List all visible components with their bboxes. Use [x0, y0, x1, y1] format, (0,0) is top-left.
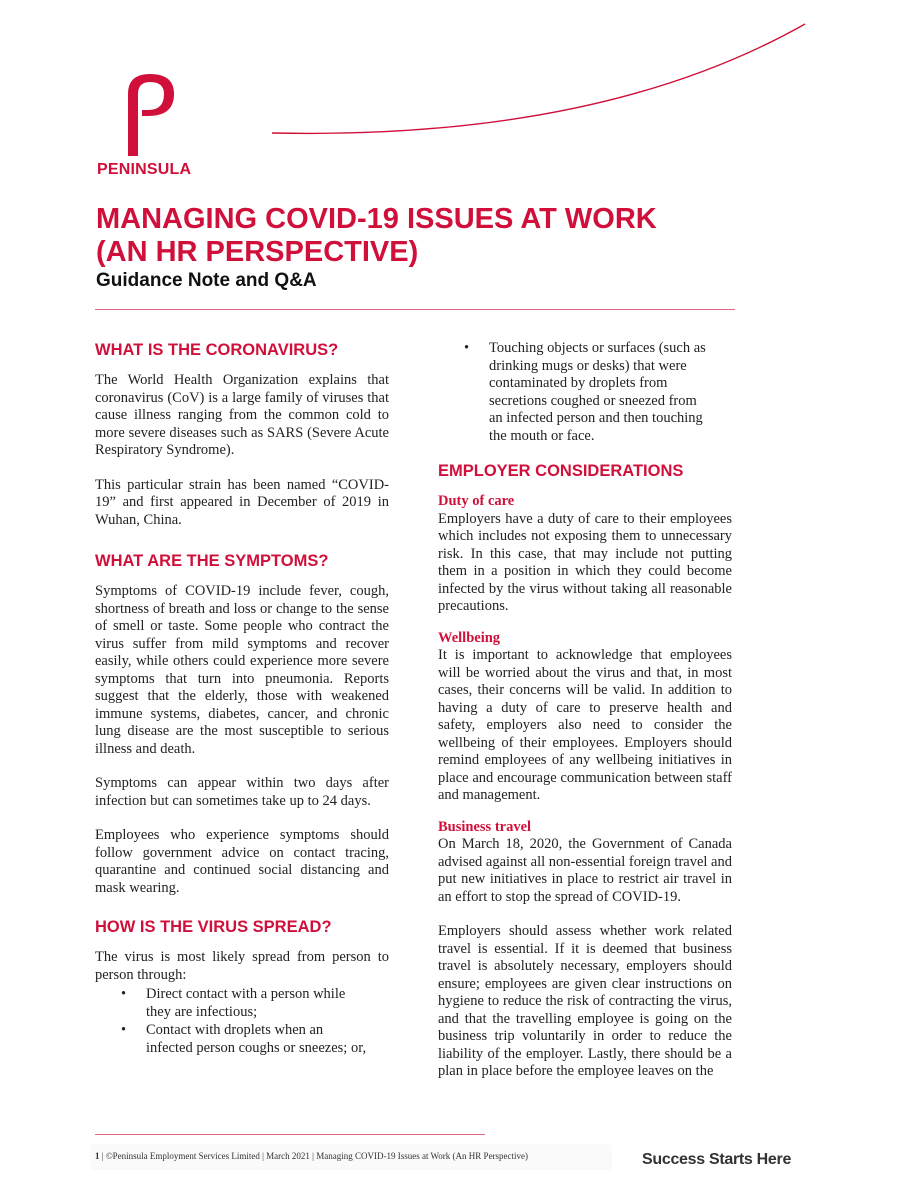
subheading-duty-of-care: Duty of care: [438, 493, 515, 509]
header-divider: [95, 309, 735, 310]
footer-copyright: ©Peninsula Employment Services Limited | March 2021 | Managing COVID-19 Issues at Work (An HR Perspective): [105, 1151, 529, 1161]
section-heading-coronavirus: WHAT IS THE CORONAVIRUS?: [95, 341, 339, 359]
bullet-list: [95, 986, 389, 1057]
peninsula-logo-icon: [118, 72, 180, 156]
list-item: • Contact with droplets when an infected person coughs or sneezes; or,: [121, 1022, 367, 1056]
paragraph: Employees who experience symptoms should follow government advice on contact tracing, quarantine and continued social distancing and mask wearing.: [95, 827, 389, 896]
section-heading-symptoms: WHAT ARE THE SYMPTOMS?: [95, 552, 329, 570]
subheading-wellbeing: Wellbeing: [438, 629, 501, 646]
list-item: • Touching objects or surfaces (such as drinking mugs or desks) that were contaminated by droplets from secretions coughed or sneezed from an infected person and then touching the mouth or face.: [464, 340, 706, 444]
footer-text: 1 | ©Peninsula Employment Services Limited | March 2021 | Managing COVID-19 Issues at Work (An HR Perspective): [95, 1151, 529, 1161]
paragraph: Symptoms of COVID-19 include fever, cough, shortness of breath and loss or change to the sense of smell or taste. Some people who contract the virus suffer from mild symptoms and recover easily, while others could experience more severe symptoms that turn into pneumonia. Reports suggest that the elderly, those with weakened immune systems, diabetes, cancer, and chronic lung disease are the most susceptible to serious illness and death.: [95, 583, 389, 757]
bullet-icon: •: [121, 986, 127, 1002]
paragraph: The World Health Organization explains that coronavirus (CoV) is a large family of viruses that cause illness ranging from the common cold to more severe diseases such as SARS (Severe Acute Respiratory Syndrome).: [95, 372, 389, 458]
bullet-icon: •: [121, 1022, 127, 1038]
paragraph: Employers have a duty of care to their employees which includes not exposing them to unnecessary risk. In this case, that may include not putting them in a position in which they could become infected by the virus without taking all reasonable precautions.: [438, 510, 732, 614]
bullet-list: [438, 340, 732, 445]
page-number: 1: [95, 1151, 100, 1161]
paragraph: On March 18, 2020, the Government of Canada advised against all non-essential foreign travel and put new initiatives in place to restrict air travel in an effort to stop the spread of COVID-19.: [438, 836, 732, 905]
paragraph: Employers should assess whether work related travel is essential. If it is deemed that business travel is absolutely necessary, employers should ensure; employees are given clear instructions on hygiene to reduce the risk of contracting the virus, and that the travelling employee is going on the business trip voluntarily in order to reduce the liability of the employer. Lastly, there should be a plan in place before the employee leaves on the: [438, 923, 732, 1079]
decorative-curve: [270, 22, 810, 140]
footer-divider: [95, 1134, 485, 1135]
page-subtitle: Guidance Note and Q&A: [96, 270, 317, 291]
subheading-business-travel: Business travel: [438, 818, 532, 835]
tagline: Success Starts Here: [642, 1151, 792, 1168]
title-line-2: (AN HR PERSPECTIVE): [96, 236, 419, 268]
paragraph: The virus is most likely spread from person to person through:: [95, 949, 389, 983]
page-title: [96, 203, 736, 269]
paragraph: This particular strain has been named “COVID-19” and first appeared in December of 2019 in Wuhan, China.: [95, 476, 389, 528]
left-column: [95, 340, 389, 1058]
paragraph: It is important to acknowledge that employees will be worried about the virus and that, in most cases, their concerns will be valid. In addition to having a duty of care to preserve health and safety, employers also need to consider the wellbeing of their employees. Employers should remind employees of any wellbeing initiatives in place and encourage communication between staff and management.: [438, 647, 732, 803]
section-heading-spread: HOW IS THE VIRUS SPREAD?: [95, 918, 332, 936]
right-column: [438, 340, 732, 1098]
brand-name: PENINSULA: [97, 161, 192, 178]
bullet-icon: •: [464, 340, 470, 356]
section-heading-employer: EMPLOYER CONSIDERATIONS: [438, 462, 684, 480]
title-line-1: MANAGING COVID-19 ISSUES AT WORK: [96, 203, 657, 235]
list-item: • Direct contact with a person while they are infectious;: [121, 986, 346, 1020]
paragraph: Symptoms can appear within two days after infection but can sometimes take up to 24 days.: [95, 775, 389, 809]
